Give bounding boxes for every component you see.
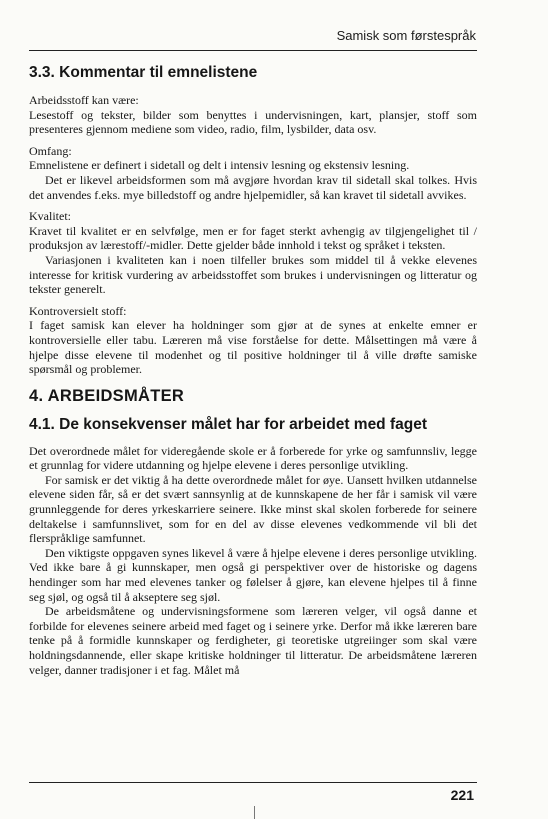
scan-mark — [254, 806, 255, 819]
paragraph: I faget samisk kan elever ha holdninger som gjør at de synes at enkelte emner er kontroversielle eller tabu. Læreren må vise forståelse for dette. Målsettingen må være å hjelpe disse elevene til modenhet og til positive holdninger til å ville drøfte samiske spørsmål og problemer. — [29, 318, 477, 377]
page-number: 221 — [450, 787, 474, 803]
block-omfang — [29, 144, 477, 202]
block-label: Kontroversielt stoff: — [29, 303, 127, 318]
block-kontroversielt — [29, 304, 477, 377]
block-label: Omfang: — [29, 143, 72, 158]
block-arbeidsstoff — [29, 93, 477, 137]
page-body — [29, 64, 477, 677]
paragraph: Variasjonen i kvaliteten kan i noen tilfeller brukes som middel til å vekke elevenes interesse for kritisk vurdering av arbeidsstoffet som brukes i undervisningen og litteratur og tekster generelt. — [29, 252, 477, 297]
running-header: Samisk som førstespråk — [336, 28, 476, 43]
block-label: Arbeidsstoff kan være: — [29, 93, 139, 107]
paragraph: Den viktigste oppgaven synes likevel å være å hjelpe elevene i deres personlige utvikling. Ved ikke bare å gi kunnskaper, men også gi perspektiver over de historiske og dagens hendinger som har med elevenes tanker og følelser å gjøre, kan elevene hjelpes til å finne seg sjøl, og også til å akseptere seg sjøl. — [29, 545, 477, 604]
block-kvalitet — [29, 209, 477, 297]
block-label: Kvalitet: — [29, 209, 71, 224]
paragraph: Lesestoff og tekster, bilder som benyttes i undervisningen, kart, plansjer, stoff som presenteres gjennom mediene som video, radio, film, lysbilder, data osv. — [29, 107, 477, 137]
section-heading-3-3: 3.3. Kommentar til emnelistene — [29, 64, 258, 81]
paragraph: For samisk er det viktig å ha dette overordnede målet for øye. Uansett hvilken utdannelse elevene siden får, så er det svært sannsynlig at de kunnskapene de her får i samisk vil være grunnleggende for deres yrkeskarriere seinere. Ikke minst skal skolen forberede for seinere deltakelse i samfunnslivet, som for en del av disse elevenes vedkommende vil bli det flerspråklige samfunnet. — [29, 472, 477, 546]
footer-rule — [29, 782, 477, 783]
paragraph: Det er likevel arbeidsformen som må avgjøre hvordan krav til sidetall skal tolkes. Hvis det anvendes f.eks. mye billedstoff og andre hjelpemidler, så kan kravet til sidetall avvikes. — [29, 172, 477, 202]
header-rule — [29, 50, 477, 51]
paragraph: Det overordnede målet for videregående skole er å forberede for yrke og samfunnsliv, legge et grunnlag for videre utdanning og hjelpe elevene i deres personlige utvikling. — [29, 443, 477, 473]
section-heading-4-1: 4.1. De konsekvenser målet har for arbeidet med faget — [29, 415, 427, 433]
paragraph: Kravet til kvalitet er en selvfølge, men er for faget sterkt avhengig av tilgjengelighet til / produksjon av lærestoff/-midler. Dette gjelder både innhold i tekst og språket i teksten. — [29, 223, 477, 253]
paragraph: De arbeidsmåtene og undervisningsformene som læreren velger, vil også danne et forbilde for elevenes seinere arbeid med faget og i seinere yrke. Derfor må ikke læreren bare tenke på å formidle kunnskaper og ferdigheter, gi teoretiske utgreiinger som skal være holdningsdannende, eller skape kritiske holdninger til litteratur. De arbeidsmåtene læreren velger, danner tradisjoner i et fag. Målet må — [29, 604, 477, 677]
paragraph: Emnelistene er definert i sidetall og delt i intensiv lesning og ekstensiv lesning. — [29, 158, 410, 173]
chapter-heading-4: 4. ARBEIDSMÅTER — [29, 386, 185, 405]
